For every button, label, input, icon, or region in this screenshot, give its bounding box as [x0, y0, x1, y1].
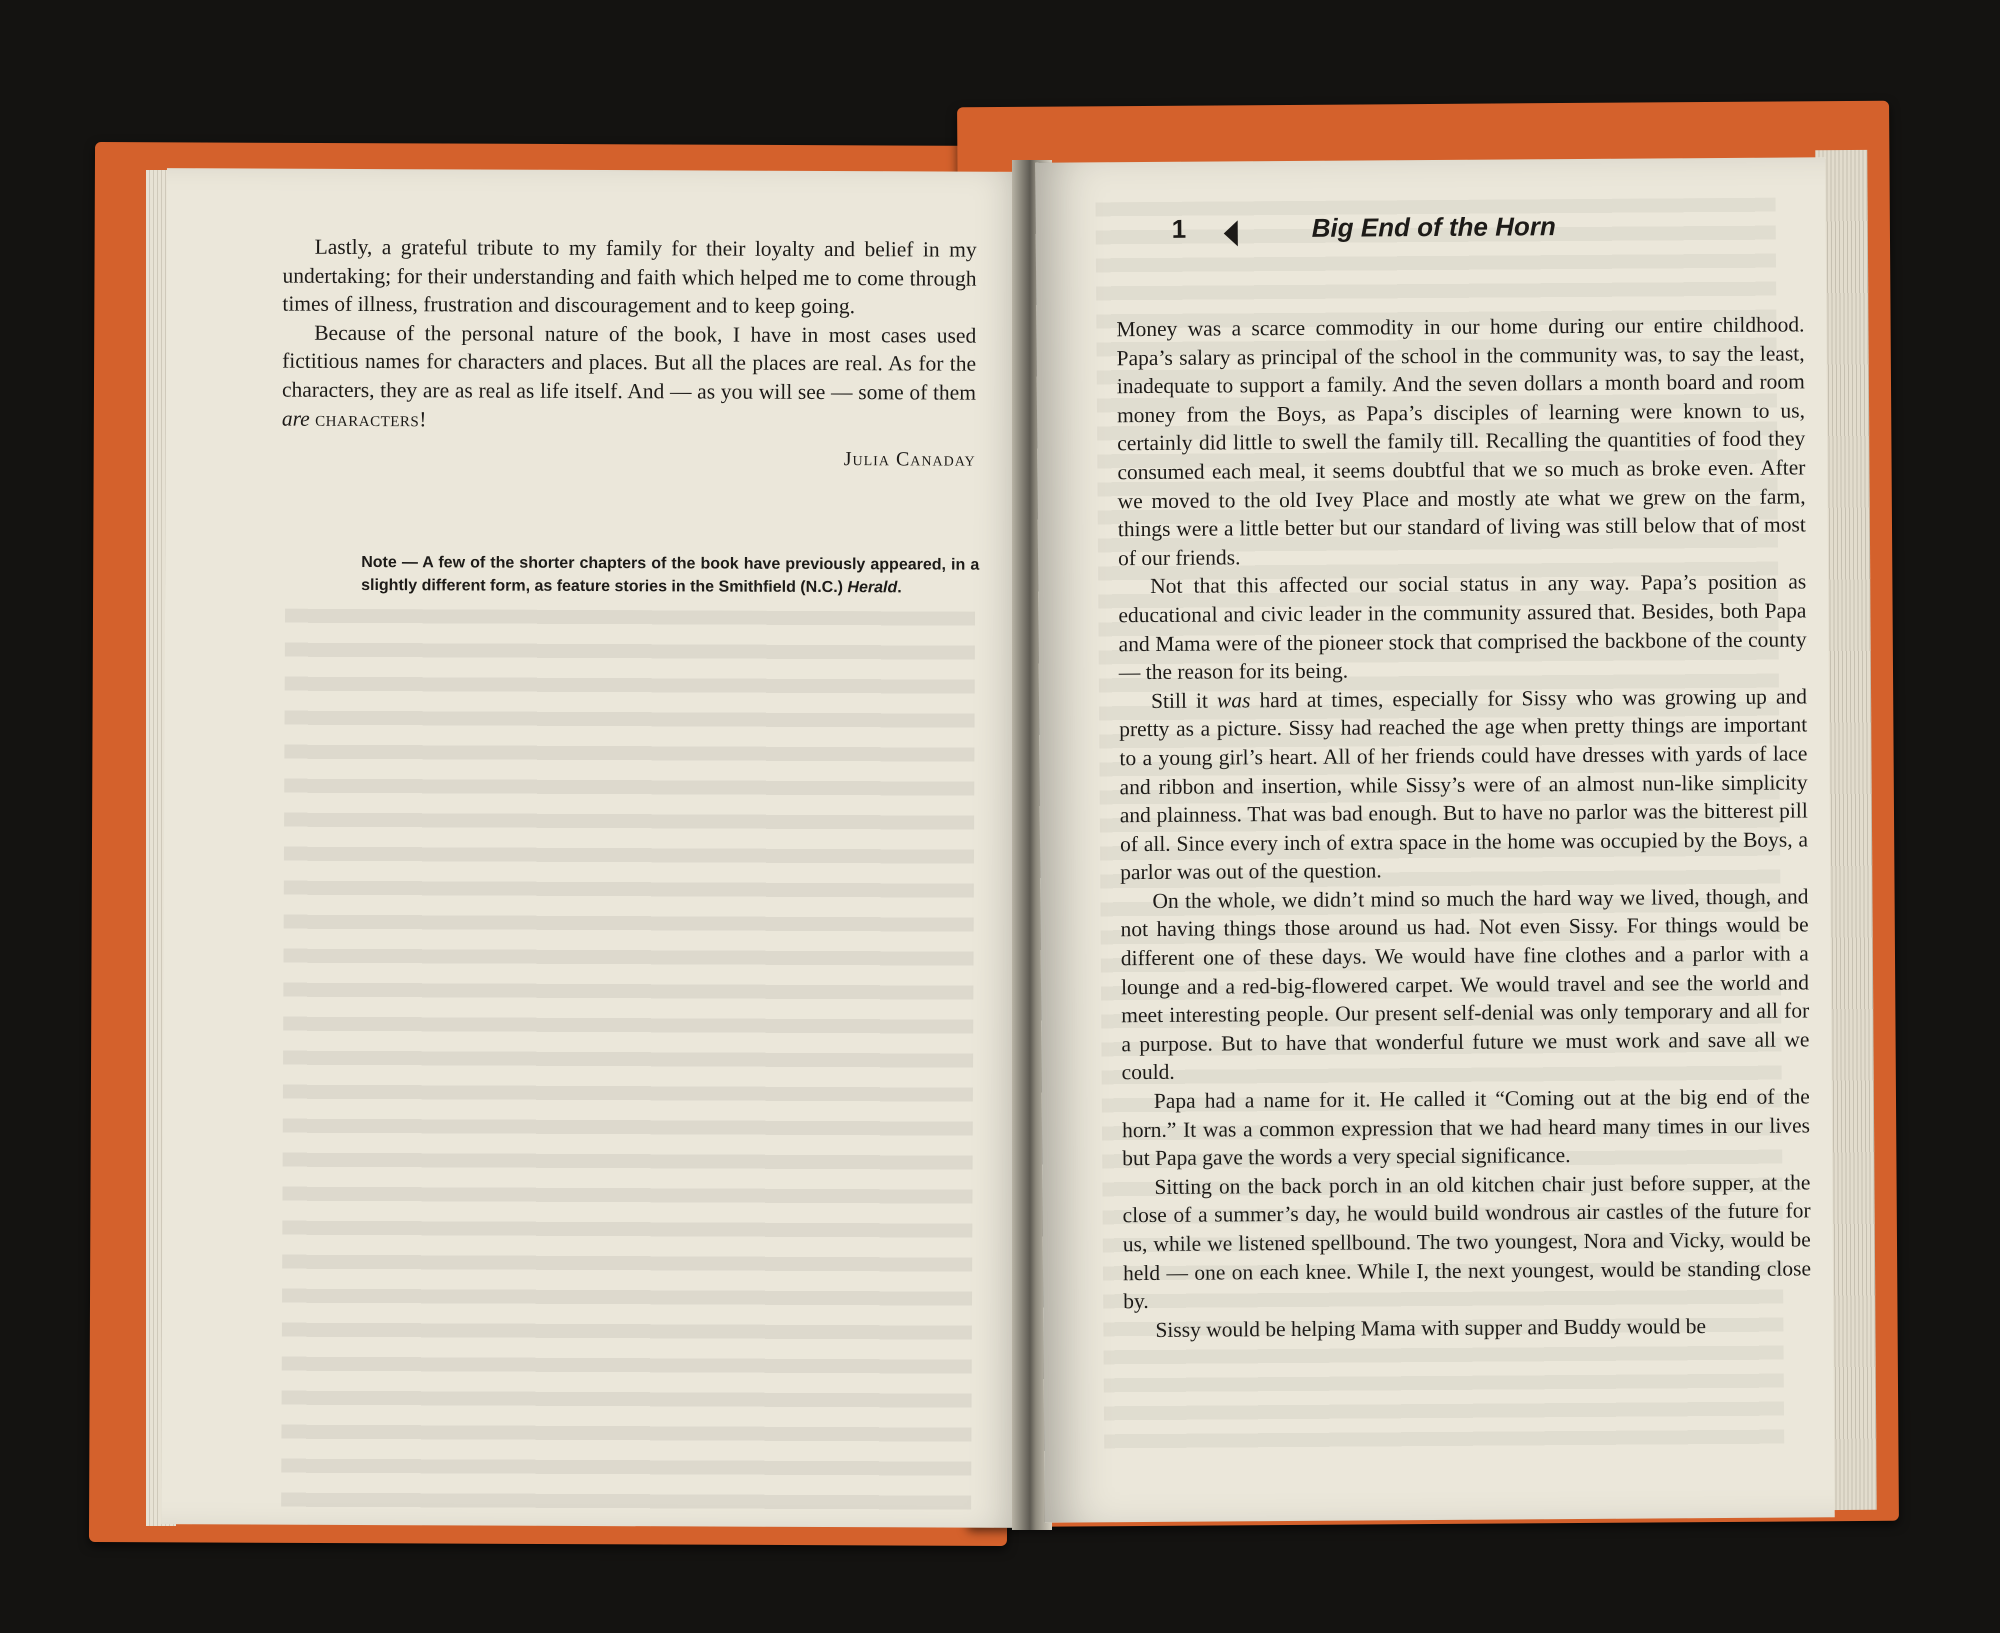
author-signature: Julia Canaday: [843, 448, 976, 471]
note-end: .: [897, 579, 902, 597]
chapter-title: Big End of the Horn: [1311, 211, 1556, 243]
right-page-text: [1116, 310, 1811, 1344]
left-page-text: [282, 233, 977, 475]
note-text: Note — A few of the shorter chapters of the book have previously appeared, in a slightly different form, as feature stories in the Smithfield (N.C.): [361, 553, 980, 597]
emphasis-was: was: [1216, 688, 1251, 713]
chapter-number: 1: [1171, 213, 1187, 244]
chapter-paragraph-6: Sitting on the back porch in an old kitchen chair just before supper, at the close of a summer’s day, he would build wondrous air castles of the future for us, while we listened spellbound. The two youngest, Nora and Vicky, would be held — one on each knee. While I, the next youngest, would be standing close by.: [1122, 1170, 1812, 1314]
note-italic: Herald: [847, 579, 898, 597]
emphasis-are: are: [281, 406, 310, 431]
author-note: [361, 551, 979, 600]
paragraph-3-start: Still it: [1150, 688, 1218, 713]
chapter-paragraph-5: Papa had a name for it. He called it “Coming out at the big end of the horn.” It was a common expression that we had heard many times in our lives but Papa gave the words a very special significance.: [1121, 1084, 1811, 1171]
names-paragraph: [282, 318, 976, 435]
characters-word: characters: [315, 406, 420, 431]
paragraph-3-rest: hard at times, especially for Sissy who was growing up and pretty as a picture. Sissy had reached the age when pretty things are important to a young girl’s heart. All of her friends could have dresses with yards of lace and ribbon and insertion, while Sissy’s were of an almost nun-like simplicity and plainness. That was bad enough. But to have no parlor was the bitterest pill of all. Since every inch of extra space in the home was occupied by the Boys, a parlor was out of the question.: [1119, 684, 1809, 885]
right-page: [1035, 157, 1834, 1522]
chapter-paragraph-2: Not that this affected our social status in any way. Papa’s position as educational and civic leader in the community assured that. Besides, both Papa and Mama were of the pioneer stock that comprised the backbone of the county — the reason for its being.: [1118, 569, 1807, 685]
chapter-paragraph-4: On the whole, we didn’t mind so much the hard way we lived, though, and not having things those around us had. Not even Sissy. For things would be different one of these days. We would have fine clothes and a parlor with a lounge and a red-big-flowered carpet. We would travel and see the world and meet interesting people. Our present self-denial was only temporary and all for a purpose. But to have that wonderful future we must work and save all we could.: [1120, 884, 1810, 1085]
chapter-paragraph-1: Money was a scarce commodity in our home during our entire childhood. Papa’s salary as principal of the school in the community was, to say the least, inadequate to support a family. And the seven dollars a month board and room money from the Boys, as Papa’s disciples of learning were known to us, certainly did little to swell the family till. Recalling the quantities of food they consumed each meal, it seems doubtful that we so much as broke even. After we moved to the old Ivey Place and mostly ate what we grew on the farm, things were a little better but our standard of living was still below that of most of our friends.: [1116, 312, 1806, 570]
characters-end: !: [419, 406, 427, 431]
tribute-paragraph: Lastly, a grateful tribute to my family for their loyalty and belief in my undertaking; for their understanding and faith which helped me to come through times of illness, frustration and discouragement and to keep going.: [282, 234, 977, 319]
chapter-paragraph-3: [1119, 682, 1808, 887]
chapter-heading: [1172, 210, 1732, 254]
show-through-text: [281, 609, 975, 1528]
names-paragraph-text: Because of the personal nature of the book, I have in most cases used fictitious names for characters and places. But all the places are real. As for the characters, they are as real as life itself. And — as you will see — some of them: [281, 320, 977, 405]
chapter-paragraph-7: Sissy would be helping Mama with supper and Buddy would be: [1155, 1313, 1707, 1342]
left-page: [161, 168, 1027, 1528]
chapter-arrow-icon: [1224, 220, 1238, 246]
note-paragraph: [361, 551, 979, 600]
